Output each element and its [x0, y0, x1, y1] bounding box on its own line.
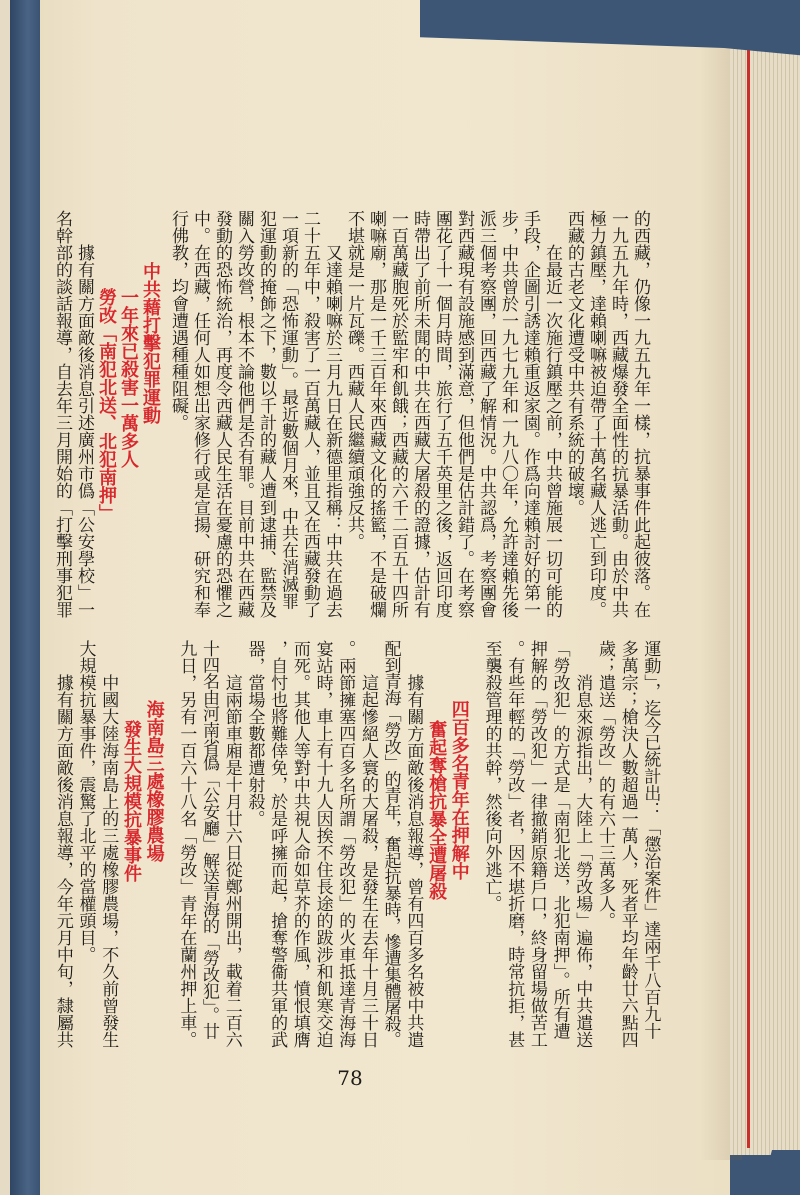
text-column: 又達賴喇嘛於三月九日在新德里指稱：中共在過去 [322, 244, 342, 618]
text-column: 關入勞改營，根本不論他們是否有罪。目前中共在西藏 [234, 210, 254, 618]
red-page-edge-line [747, 48, 750, 1148]
text-column: 派三個考察團，回西藏了解情況。中共認爲，考察團會 [476, 210, 496, 618]
lower-text-block [51, 640, 661, 1080]
text-column: 在最近一次施行鎮壓之前，中共曾施展一切可能的 [542, 244, 562, 618]
text-column: 喇嘛廟，那是一千三百年來西藏文化的搖籃，不是破爛 [366, 210, 386, 618]
text-column: 「勞改犯」的方式是「南犯北送，北犯南押」。所有遭 [549, 640, 570, 1040]
text-column: 手段，企圖引誘達賴重返家園。作爲向達賴討好的第一 [520, 210, 540, 618]
page-number: 78 [337, 1066, 363, 1090]
text-column: 押解的「勞改犯」一律撤銷原籍戶口，終身留場做苦工 [526, 640, 547, 1048]
text-column: 據有關方面敵後消息報導，今年元月中旬，隸屬共 [52, 674, 73, 1048]
text-column: 名幹部的談話報導，自去年三月開始的「打擊刑事犯罪 [52, 210, 72, 618]
text-column: 九日，另有一百六十八名「勞改」青年在蘭州押上車。 [176, 640, 197, 1048]
text-column: 據有關方面敵後消息引述廣州市僞「公安學校」一 [74, 244, 94, 618]
text-column: 多萬宗；槍決人數超過一萬人，死者平均年齡廿六點四 [617, 640, 638, 1048]
page-stack-edges [730, 45, 800, 1155]
section-heading: 海南島三處橡膠農場 [143, 700, 165, 862]
text-column: 中。在西藏，任何人如想出家修行或是宣揚、研究和奉 [190, 210, 210, 618]
text-column: 一項新的「恐怖運動」。最近數個月來，中共在消滅罪 [278, 210, 298, 610]
text-column: 一九五九年時，西藏爆發全面性的抗暴活動。由於中共 [608, 210, 628, 618]
text-column: 。有些年輕的「勞改」者，因不堪折磨，時常抗拒，甚 [504, 640, 525, 1048]
text-column: 十四名由河南省僞「公安廳」解送青海的「勞改犯」。廿 [199, 640, 220, 1040]
text-column: 。兩節擁塞四百多名所謂「勞改犯」的火車抵達青海海 [335, 640, 356, 1048]
text-column: 器，當場全數都遭射殺。 [244, 640, 265, 827]
section-heading: 勞改「南犯北送、北犯南押」 [96, 288, 117, 522]
text-column: 犯運動的掩飾之下，數以千計的藏人遭到逮捕、監禁及 [256, 210, 276, 618]
text-column: 對西藏現有設施感到滿意，但他們是估計錯了。在考察 [454, 210, 474, 618]
text-column: 運動」，迄今已統計出：「懲治案件」達兩千八百九十 [640, 640, 661, 1040]
text-column: 時帶出了前所未聞的中共在西藏大屠殺的證據，估計有 [410, 210, 430, 618]
section-heading: 一年來已殺害一萬多人 [118, 288, 139, 468]
text-column: 據有關方面敵後消息報導，曾有四百多名被中共遣 [403, 674, 424, 1048]
text-column: 發動的恐怖統治，再度令西藏人民生活在憂慮的恐懼之 [212, 210, 232, 618]
text-column: 至襲殺管理的共幹，然後向外逃亡。 [481, 640, 502, 912]
text-column: 團花了十一個月時間，旅行了五千英里之後，返回印度 [432, 210, 452, 618]
text-column: 步，中共曾於一九七九年和一九八〇年，允許達賴先後 [498, 210, 518, 618]
text-column: 西藏的古老文化遭受中共有系統的破壞。 [564, 210, 584, 516]
book-cover-bottom [760, 1150, 800, 1195]
section-heading: 四百多名青年在押解中 [448, 700, 470, 880]
text-column: 二十五年中，殺害了一百萬藏人，並且又在西藏發動了 [300, 210, 320, 618]
text-column: 行佛教，均會遭遇種種阻礙。 [168, 210, 188, 431]
adjacent-page-edge [0, 0, 10, 1195]
text-column: 一百萬藏胞死於監牢和飢餓；西藏的六千二百五十四所 [388, 210, 408, 618]
upper-text-block [51, 210, 651, 650]
text-column: 歲；遣送「勞改」的有六十三萬多人。 [595, 640, 615, 929]
text-column: 宴站時，車上有十九人因挨不住長途的跋涉和飢寒交迫 [312, 640, 333, 1048]
text-column: 配到青海「勞改」的青年，奮起抗暴時，慘遭集體屠殺。 [380, 640, 401, 1048]
text-column: 的西藏，仍像一九五九年一樣，抗暴事件此起彼落。在 [630, 210, 650, 618]
book-cover-left [10, 0, 40, 1195]
section-heading: 奮起奪槍抗暴全遭屠殺 [426, 720, 448, 900]
text-column: 這兩節車廂是十月廿六日從鄭州開出，載着二百六 [221, 674, 242, 1048]
text-column: 這起慘絕人寰的大屠殺，是發生在去年十月三十日 [357, 674, 378, 1048]
text-column: 消息來源指出，大陸上「勞改場」遍佈，中共遣送 [572, 674, 593, 1048]
section-heading: 中共藉打擊犯罪運動 [140, 262, 161, 424]
text-column: ，自忖也將難倖免，於是呼擁而起，搶奪警衞共軍的武 [267, 640, 288, 1048]
text-column: 而死。其他人等對中共視人命如草芥的作風，憤恨填膺 [289, 640, 310, 1048]
text-column: 不堪就是一片瓦礫。西藏人民繼續頑強反共。 [344, 210, 364, 550]
text-column: 中國大陸海南島上的三處橡膠農場，不久前曾發生 [98, 674, 119, 1048]
section-heading: 發生大規模抗暴事件 [120, 720, 142, 882]
text-column: 大規模抗暴事件，震驚了北平的當權頭目。 [75, 640, 96, 963]
text-column: 極力鎮壓，達賴喇嘛被迫帶了十萬名藏人逃亡到印度。 [586, 210, 606, 618]
